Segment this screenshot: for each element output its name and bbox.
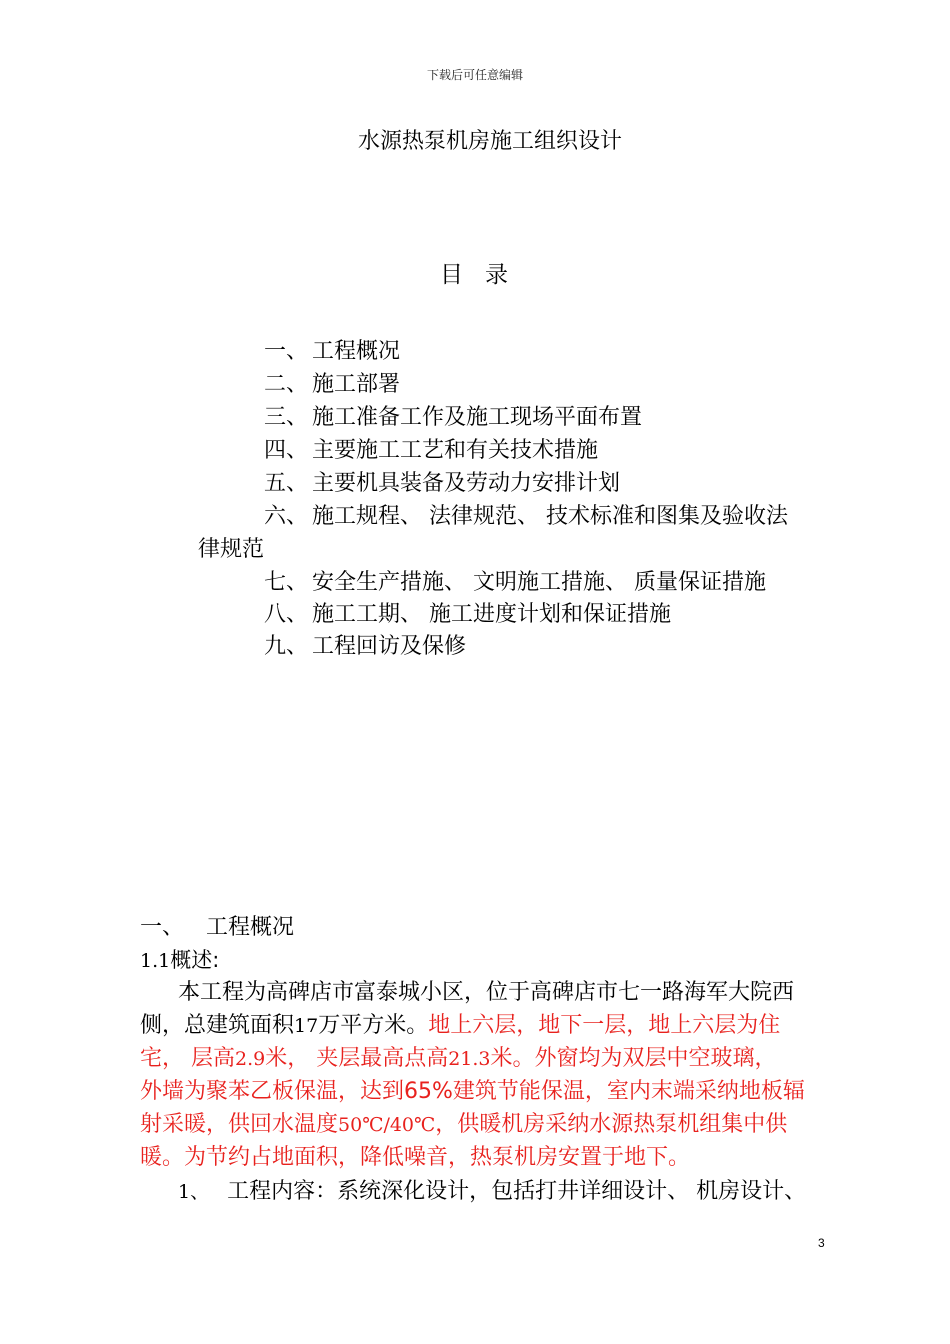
toc-item-text: 主要施工工艺和有关技术措施: [312, 438, 599, 463]
paragraph-line: [140, 1108, 787, 1142]
toc-item: [264, 335, 400, 368]
paragraph-line: [140, 1009, 780, 1043]
toc-item: [264, 500, 788, 533]
toc-item: [264, 434, 598, 467]
header-note: 下载后可任意编辑: [426, 68, 523, 82]
text-run: 宅， 层高: [140, 1046, 235, 1071]
toc-item-number: 五、: [264, 471, 309, 496]
toc-item: [264, 401, 642, 434]
toc-item-number: 三、: [264, 405, 309, 430]
text-run: 米， 夹层最高点高: [265, 1046, 449, 1071]
subsection-number: 1.1: [140, 950, 171, 972]
list-item: [178, 1175, 806, 1209]
paragraph-line: 暖。为节约占地面积，降低噪音，热泵机房安置于地下。: [140, 1145, 691, 1170]
number-run: 17: [294, 1015, 319, 1037]
toc-item-number: 一、: [264, 339, 309, 364]
toc-item-continuation: 律规范: [198, 537, 265, 562]
text-run: 侧，总建筑面积: [140, 1013, 295, 1038]
toc-item-number: 六、: [264, 504, 309, 529]
text-run: ，供暖机房采纳水源热泵机组集中供: [435, 1112, 788, 1137]
toc-item: [264, 630, 466, 663]
toc-item: [264, 368, 400, 401]
number-run: 50℃/40℃: [338, 1114, 436, 1136]
text-run: 万平方米。: [318, 1013, 429, 1038]
section-heading: [140, 910, 294, 941]
text-run: 米。外窗均为双层中空玻璃，: [490, 1046, 777, 1071]
toc-item-number: 八、: [264, 602, 309, 627]
list-item-number: 1、: [178, 1181, 210, 1203]
toc-item-text: 施工部署: [312, 372, 401, 397]
number-run: 2.9: [235, 1048, 266, 1070]
page-number: 3: [818, 1236, 825, 1250]
number-run: 21.3: [448, 1048, 491, 1070]
section-title: 工程概况: [206, 915, 295, 940]
paragraph-line: 本工程为高碑店市富泰城小区，位于高碑店市七一路海军大院西: [178, 980, 795, 1005]
paragraph-line: [140, 1042, 777, 1076]
toc-item-text: 施工规程、 法律规范、 技术标准和图集及验收法: [312, 504, 788, 529]
toc-item-number: 九、: [264, 634, 309, 659]
toc-item: [264, 566, 766, 599]
paragraph-line: 外墙为聚苯乙板保温，达到65%建筑节能保温，室内末端采纳地板辐: [140, 1079, 805, 1104]
toc-item-text: 工程概况: [312, 339, 401, 364]
toc-item-text: 施工准备工作及施工现场平面布置: [312, 405, 643, 430]
text-run: 射采暖，供回水温度: [140, 1112, 339, 1137]
highlight-text: 地上六层，地下一层，地上六层为住: [428, 1013, 781, 1038]
list-item-text: 工程内容：系统深化设计，包括打井详细设计、 机房设计、: [227, 1179, 807, 1204]
toc-item-text: 安全生产措施、 文明施工措施、 质量保证措施: [312, 570, 766, 595]
document-title: 水源热泵机房施工组织设计: [357, 129, 622, 154]
toc-item: [264, 467, 620, 500]
toc-item-text: 施工工期、 施工进度计划和保证措施: [312, 602, 671, 627]
toc-item-number: 二、: [264, 372, 309, 397]
toc-heading: 目录: [440, 262, 530, 288]
toc-item-text: 工程回访及保修: [312, 634, 467, 659]
section-number: 一、: [140, 915, 185, 940]
subsection-heading: [140, 944, 219, 974]
toc-item: [264, 598, 671, 631]
toc-item-text: 主要机具装备及劳动力安排计划: [312, 471, 621, 496]
toc-item-number: 七、: [264, 570, 309, 595]
toc-item-number: 四、: [264, 438, 309, 463]
subsection-title: 概述:: [170, 948, 220, 972]
